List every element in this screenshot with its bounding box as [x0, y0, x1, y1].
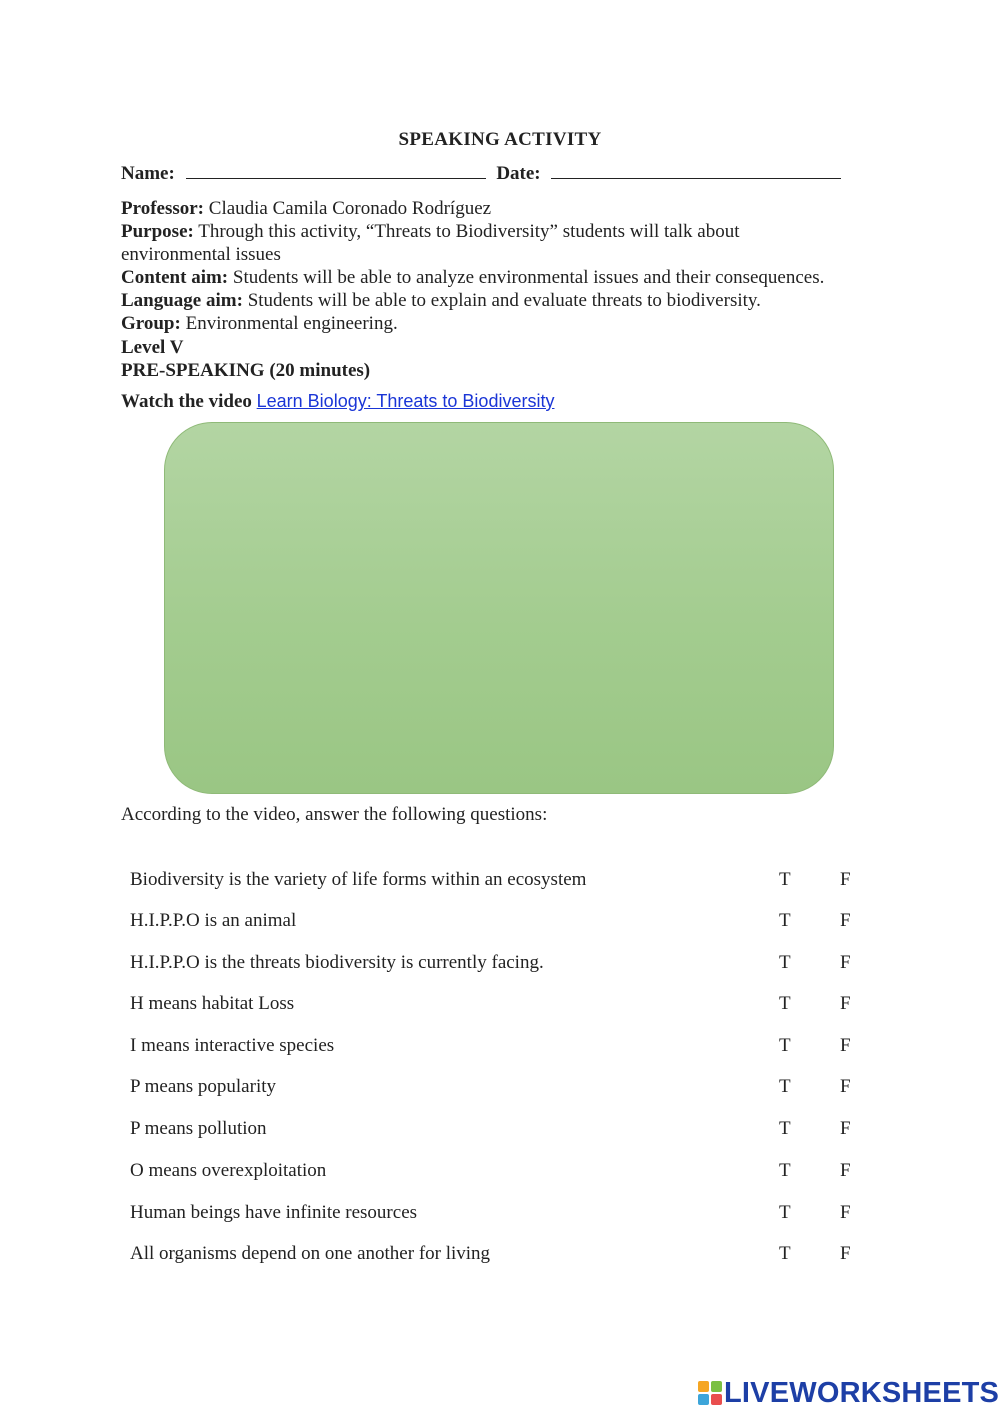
- content-aim-line: [121, 266, 824, 289]
- prespeaking-heading: PRE-SPEAKING (20 minutes): [121, 360, 371, 381]
- liveworksheets-mark-icon: [698, 1381, 722, 1405]
- false-option[interactable]: F: [840, 1076, 851, 1097]
- false-option[interactable]: F: [840, 952, 851, 973]
- false-option[interactable]: F: [840, 910, 851, 931]
- false-option[interactable]: F: [840, 869, 851, 890]
- level-label: Level V: [121, 337, 184, 358]
- content-aim-value: Students will be able to analyze environmental issues and their consequences.: [232, 267, 825, 288]
- question-row: [130, 1118, 860, 1142]
- question-text: H.I.P.P.O is an animal: [130, 910, 297, 931]
- question-text: H.I.P.P.O is the threats biodiversity is currently facing.: [130, 952, 544, 973]
- true-option[interactable]: T: [779, 1202, 791, 1223]
- language-aim-label: Language aim:: [121, 290, 243, 311]
- video-link[interactable]: Learn Biology: Threats to Biodiversity: [256, 391, 555, 411]
- purpose-line-2: environmental issues: [121, 244, 281, 265]
- true-option[interactable]: T: [779, 910, 791, 931]
- professor-value: Claudia Camila Coronado Rodríguez: [208, 198, 492, 219]
- question-row: [130, 993, 860, 1017]
- question-text: P means pollution: [130, 1118, 267, 1139]
- true-option[interactable]: T: [779, 952, 791, 973]
- purpose-label: Purpose:: [121, 221, 194, 242]
- watch-video-line: [121, 390, 554, 413]
- question-text: H means habitat Loss: [130, 993, 295, 1014]
- question-row: [130, 952, 860, 976]
- video-placeholder[interactable]: [164, 422, 834, 794]
- language-aim-line: [121, 289, 761, 312]
- date-label: Date:: [496, 163, 541, 184]
- watch-video-label: Watch the video: [121, 391, 252, 412]
- brand-name: LIVEWORKSHEETS: [724, 1377, 1000, 1409]
- content-aim-label: Content aim:: [121, 267, 229, 288]
- true-option[interactable]: T: [779, 1076, 791, 1097]
- name-field[interactable]: [186, 162, 486, 179]
- question-text: I means interactive species: [130, 1035, 335, 1056]
- name-date-line: [121, 162, 841, 185]
- purpose-line: [121, 220, 739, 243]
- question-row: [130, 1243, 860, 1267]
- group-label: Group:: [121, 313, 181, 334]
- question-text: Human beings have infinite resources: [130, 1202, 418, 1223]
- question-text: O means overexploitation: [130, 1160, 327, 1181]
- question-row: [130, 1035, 860, 1059]
- date-field[interactable]: [551, 162, 841, 179]
- true-option[interactable]: T: [779, 1118, 791, 1139]
- page-title: SPEAKING ACTIVITY: [398, 129, 602, 150]
- true-option[interactable]: T: [779, 869, 791, 890]
- true-option[interactable]: T: [779, 1035, 791, 1056]
- question-text: All organisms depend on one another for living: [130, 1243, 491, 1264]
- question-row: [130, 1202, 860, 1226]
- true-option[interactable]: T: [779, 1243, 791, 1264]
- question-row: [130, 1076, 860, 1100]
- question-row: [130, 1160, 860, 1184]
- purpose-value: Through this activity, “Threats to Biodiversity” students will talk about: [198, 221, 740, 242]
- true-option[interactable]: T: [779, 1160, 791, 1181]
- group-line: [121, 312, 398, 335]
- false-option[interactable]: F: [840, 1035, 851, 1056]
- false-option[interactable]: F: [840, 1118, 851, 1139]
- name-label: Name:: [121, 163, 175, 184]
- group-value: Environmental engineering.: [185, 313, 398, 334]
- true-option[interactable]: T: [779, 993, 791, 1014]
- false-option[interactable]: F: [840, 993, 851, 1014]
- liveworksheets-logo: [698, 1377, 999, 1411]
- instructions: According to the video, answer the following questions:: [121, 804, 548, 825]
- professor-label: Professor:: [121, 198, 205, 219]
- false-option[interactable]: F: [840, 1243, 851, 1264]
- language-aim-value: Students will be able to explain and evaluate threats to biodiversity.: [247, 290, 761, 311]
- false-option[interactable]: F: [840, 1202, 851, 1223]
- question-row: [130, 910, 860, 934]
- question-text: Biodiversity is the variety of life forms within an ecosystem: [130, 869, 587, 890]
- question-text: P means popularity: [130, 1076, 276, 1097]
- question-row: [130, 869, 860, 893]
- false-option[interactable]: F: [840, 1160, 851, 1181]
- professor-line: [121, 197, 491, 220]
